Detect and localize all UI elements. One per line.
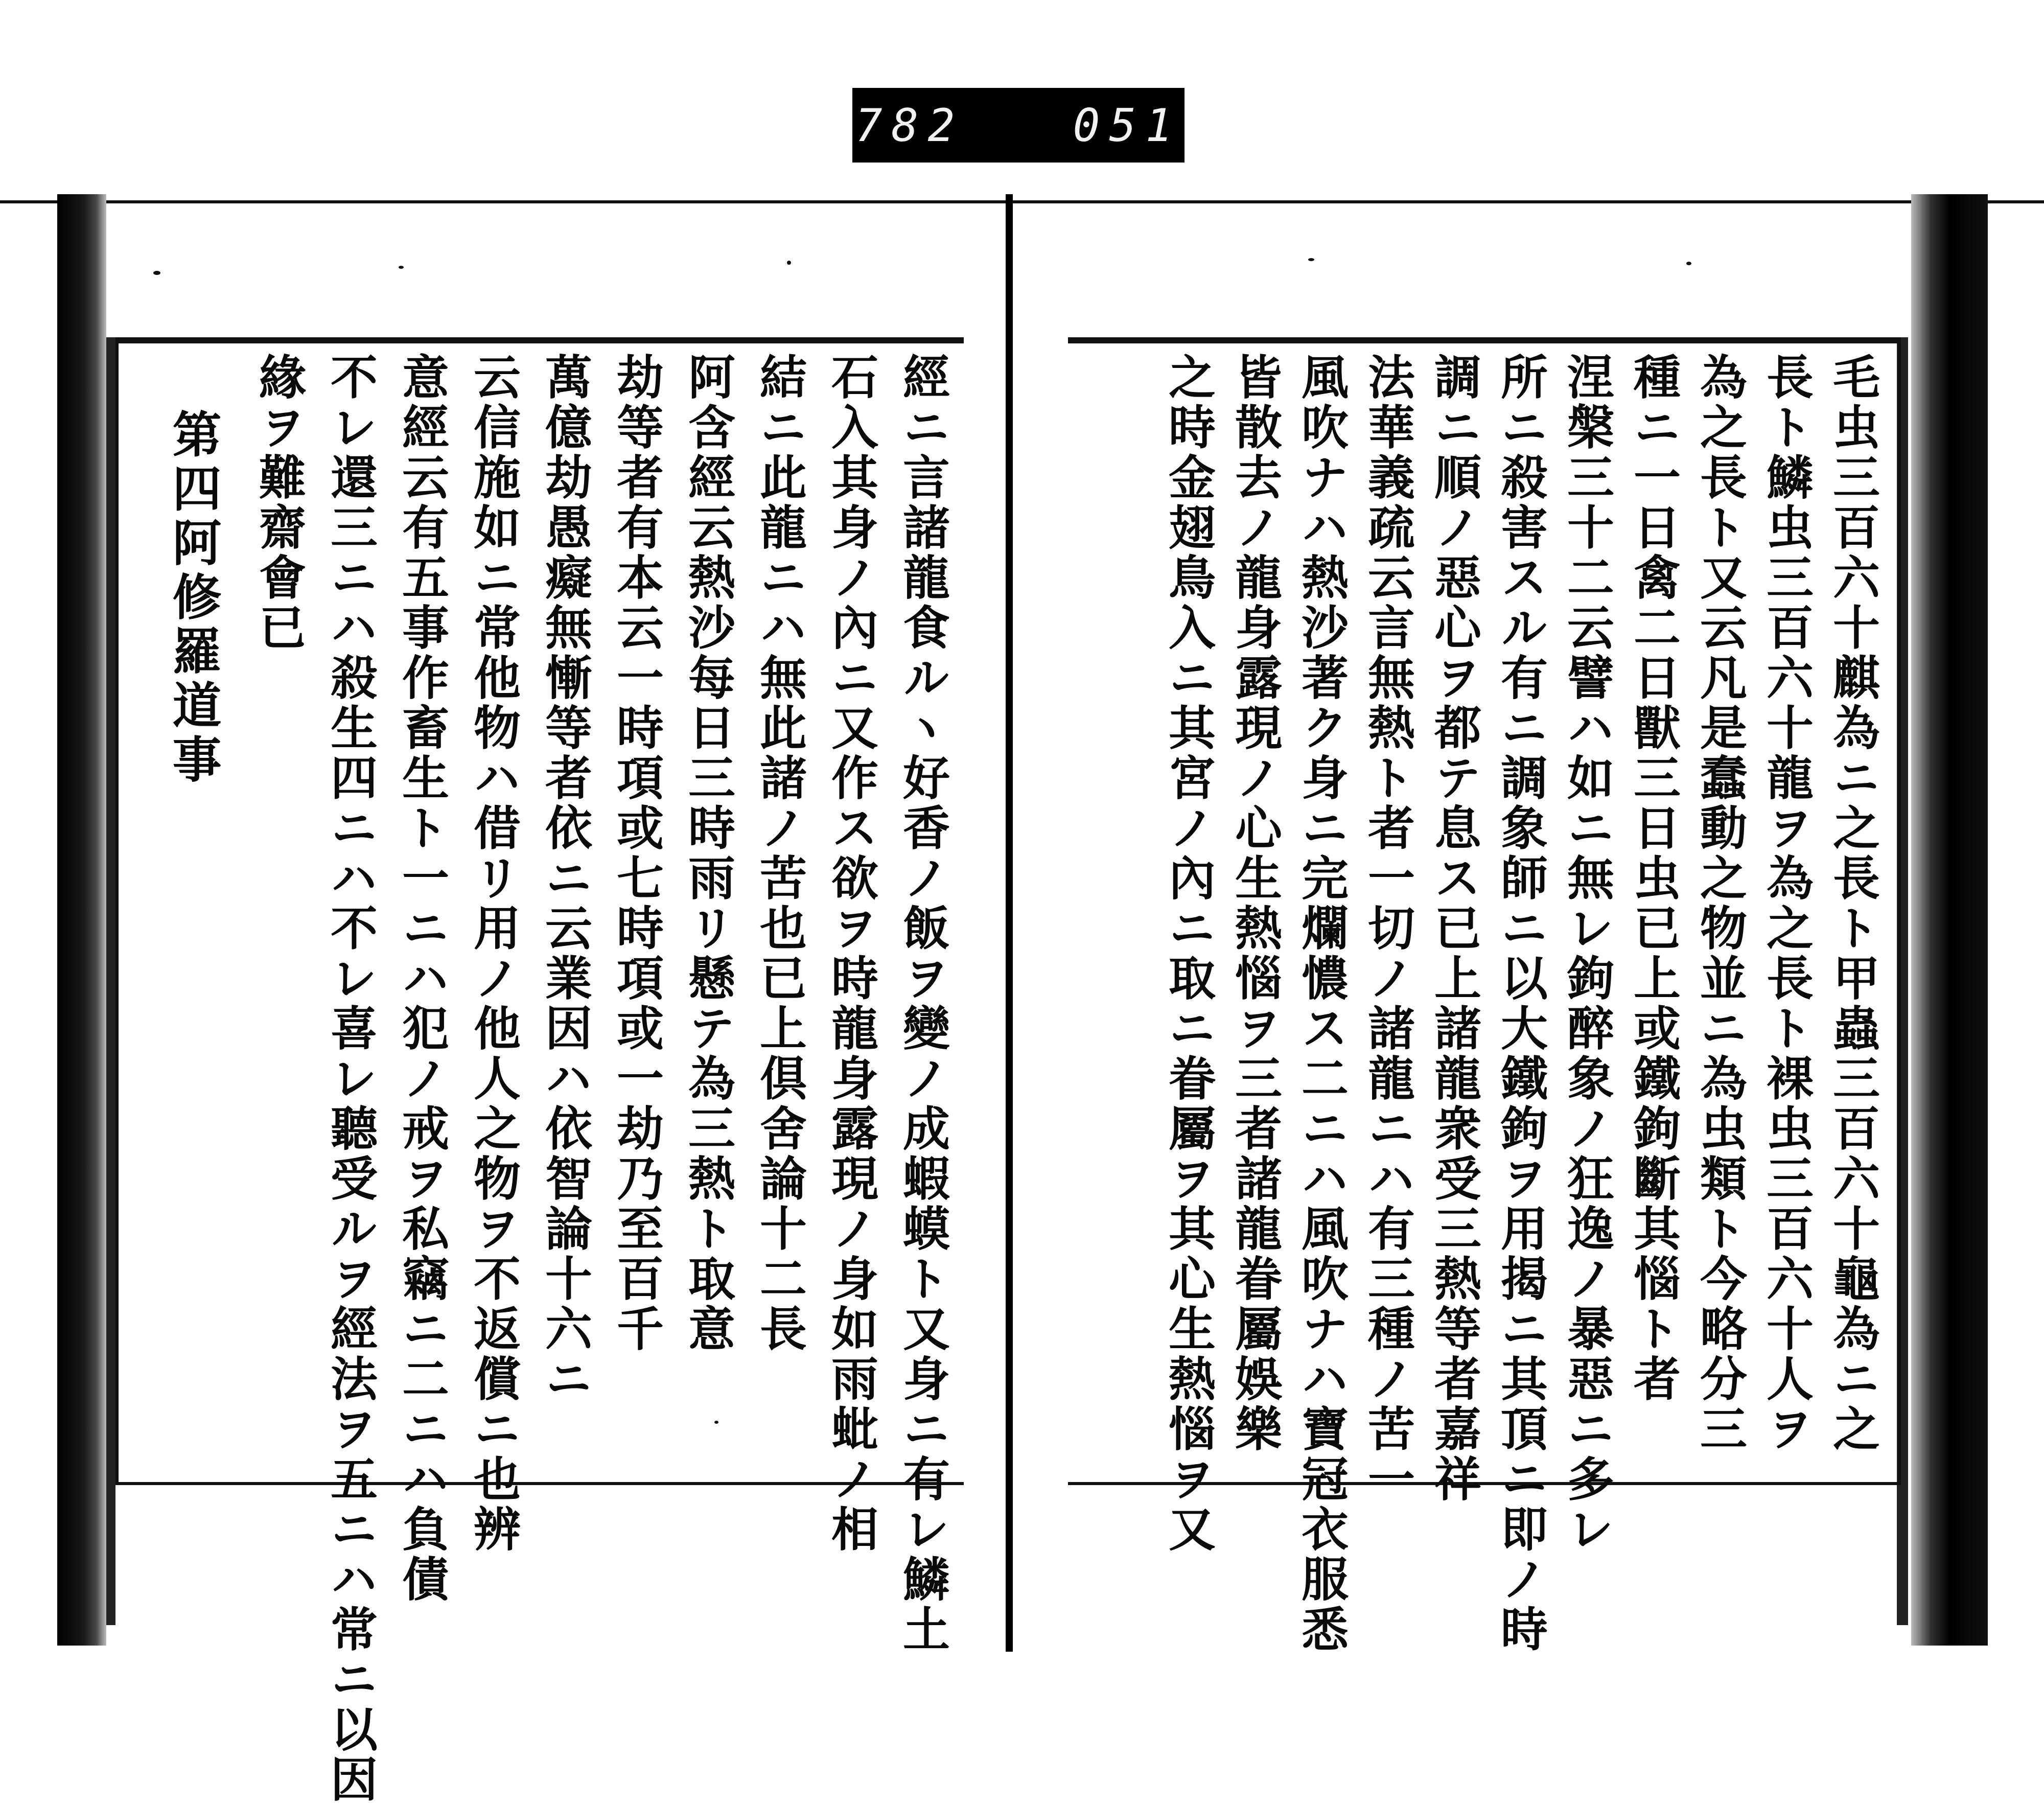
scan-speck <box>1686 262 1691 265</box>
scan-speck <box>153 271 160 275</box>
right-page-column-6: 所ニ殺害スル有ニ調象師ニ以大鐵鉤ヲ用揭ニ其頂ニ即ノ時 <box>1493 353 1548 1655</box>
right-binding-edge <box>1911 194 1988 1646</box>
right-page-column-4: 種ニ一日禽二日獸三日虫已上或鐵鉤斷其惱ト者 <box>1626 353 1681 1404</box>
reel-number-label <box>852 88 1184 163</box>
scan-speck <box>787 261 791 265</box>
scan-top-edge <box>0 200 2044 203</box>
left-page-column-3: 結ニ此龍ニハ無此諸ノ苦也已上倶舍論十二長 <box>752 353 807 1354</box>
right-page-column-5: 涅槃三十二云譬ハ如ニ無レ鉤醉象ノ狂逸ノ暴惡ニ多レ <box>1560 353 1615 1555</box>
left-page-column-1: 經ニ言諸龍食ルヽ好香ノ飯ヲ變ノ成蝦蟆ト又身ニ有レ鱗土 <box>895 353 950 1655</box>
right-page-column-2: 長ト鱗虫三百六十龍ヲ為之長ト裸虫三百六十人ヲ <box>1759 353 1814 1454</box>
left-binding-shadow <box>106 337 115 1625</box>
left-page-column-8: 意經云有五事作畜生ト一ニハ犯ノ戒ヲ私竊ニ二ニハ負債 <box>394 353 450 1605</box>
scan-speck <box>1308 258 1314 261</box>
left-page-column-6: 萬億劫愚癡無慚等者依ニ云業因ハ依智論十六ニ <box>538 353 593 1404</box>
left-binding-edge <box>57 194 106 1646</box>
right-page-column-3: 為之長ト又云凡是蠢動之物並ニ為虫類ト今略分三 <box>1692 353 1748 1454</box>
reel-number-text: 782 051 <box>855 99 1182 152</box>
left-page-column-9: 不レ還三ニハ殺生四ニハ不レ喜レ聽受ルヲ經法ヲ五ニハ常ニ以因 <box>323 353 378 1805</box>
right-page-column-11: 之時金翅鳥入ニ其宮ノ內ニ取ニ眷屬ヲ其心生熱惱ヲ又 <box>1161 353 1216 1555</box>
left-page-column-5: 劫等者有本云一時項或七時項或一劫乃至百千 <box>609 353 664 1354</box>
left-page-column-2: 石入其身ノ內ニ又作ス欲ヲ時龍身露現ノ身如雨蚍ノ相 <box>824 353 879 1555</box>
left-page-column-7: 云信施如ニ常他物ハ借リ用ノ他人之物ヲ不返償ニ也辨 <box>466 353 521 1555</box>
right-page-column-9: 風吹ナハ熱沙著ク身ニ完爛憹ス二ニハ風吹ナハ寶冠衣服悉 <box>1294 353 1349 1655</box>
right-page-column-7: 調ニ順ノ惡心ヲ都テ息ス已上諸龍衆受三熱等者嘉祥 <box>1427 353 1482 1505</box>
scan-speck <box>399 266 404 269</box>
left-page-column-4: 阿含經云熱沙每日三時雨リ懸テ為三熱ト取意 <box>681 353 736 1354</box>
center-gutter <box>1006 194 1013 1652</box>
left-page-column-10: 緣ヲ難齋會已 <box>251 353 307 653</box>
scan-speck <box>714 1421 718 1424</box>
right-page-column-10: 皆散去ノ龍身露現ノ心生熱惱ヲ三者諸龍眷屬娛樂 <box>1227 353 1283 1454</box>
section-heading: 第四阿修羅道事 <box>165 409 222 788</box>
right-page-column-8: 法華義疏云言無熱ト者一切ノ諸龍ニハ有三種ノ苦一 <box>1360 353 1415 1505</box>
right-page-column-1: 毛虫三百六十麒為ニ之長ト甲蟲三百六十龜為ニ之 <box>1825 353 1880 1454</box>
